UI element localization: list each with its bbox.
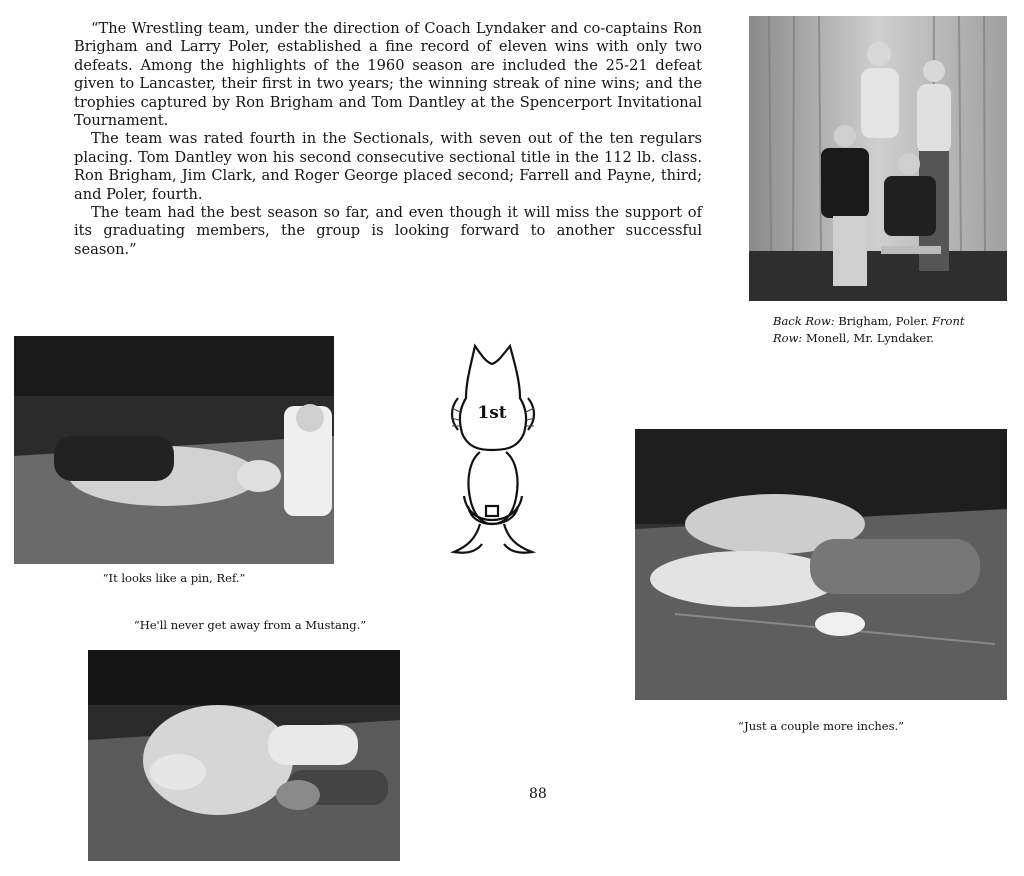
- team-photo: [749, 16, 1007, 301]
- mustang-caption: “He'll never get away from a Mustang.”: [133, 618, 367, 632]
- team-photo-caption: [773, 313, 993, 347]
- inches-photo: [635, 429, 1007, 700]
- front-row-names: Monell, Mr. Lyndaker.: [805, 331, 935, 345]
- mustang-photo: [88, 650, 400, 861]
- article-paragraph-2: The team was rated fourth in the Sectionals, with seven out of the ten regulars placing. Tom Dantley won his second consecutive sectional title in the 112 lb. class. Ron Brigham, Jim Clark, and Roger George placed second; Farrell and Payne, third; and Poler, fourth.: [74, 130, 702, 203]
- article-paragraph-1: “The Wrestling team, under the direction of Coach Lyndaker and co-captains Ron Brigham and Larry Poler, established a fine record of eleven wins with only two defeats. Among the highlights of the 1960 season are included the 25-21 defeat given to Lancaster, their first in two years; the winning streak of nine wins; and the trophies captured by Ron Brigham and Tom Dantley at the Spencerport Invitational Tournament.: [74, 20, 702, 130]
- page-number: 88: [529, 786, 547, 802]
- inches-caption: “Just a couple more inches.”: [737, 719, 905, 733]
- back-row-label: Back Row:: [773, 314, 835, 328]
- pin-caption: “It looks like a pin, Ref.”: [102, 571, 246, 585]
- front-row-label: Front Row:: [773, 314, 965, 345]
- article-text: [74, 20, 702, 259]
- pin-photo: [14, 336, 334, 564]
- back-row-names: Brigham, Poler.: [838, 314, 929, 328]
- mascot-badge-text: 1st: [477, 403, 507, 423]
- mustang-mascot-drawing: [440, 338, 545, 564]
- article-paragraph-3: The team had the best season so far, and even though it will miss the support of its graduating members, the group is looking forward to another successful season.”: [74, 204, 702, 258]
